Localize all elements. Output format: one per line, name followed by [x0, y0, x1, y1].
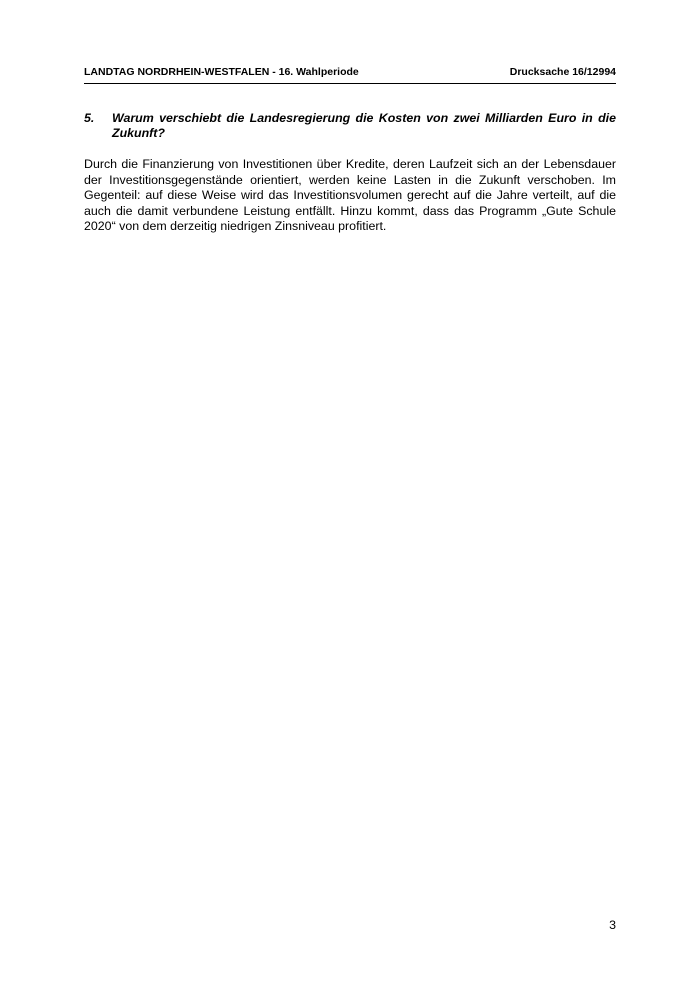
question-text: Warum verschiebt die Landesregierung die Kosten von zwei Milliarden Euro in die Zukunft?	[112, 111, 616, 140]
question-block	[84, 111, 616, 141]
page-number: 3	[609, 918, 616, 932]
question-number: 5.	[84, 111, 95, 125]
header-document-number: Drucksache 16/12994	[509, 66, 616, 78]
page-header	[84, 66, 616, 84]
header-parliament-title: LANDTAG NORDRHEIN-WESTFALEN - 16. Wahlperiode	[84, 66, 359, 78]
answer-paragraph: Durch die Finanzierung von Investitionen über Kredite, deren Laufzeit sich an der Lebensdauer der Investitionsgegenstände orientiert, werden keine Lasten in die Zukunft verschoben. Im Gegenteil: auf diese Weise wird das Investitionsvolumen gerecht auf die Jahre verteilt, auf die auch die damit verbundene Leistung entfällt. Hinzu kommt, dass das Programm „Gute Schule 2020“ von dem derzeitig niedrigen Zinsniveau profitiert.	[84, 157, 616, 233]
